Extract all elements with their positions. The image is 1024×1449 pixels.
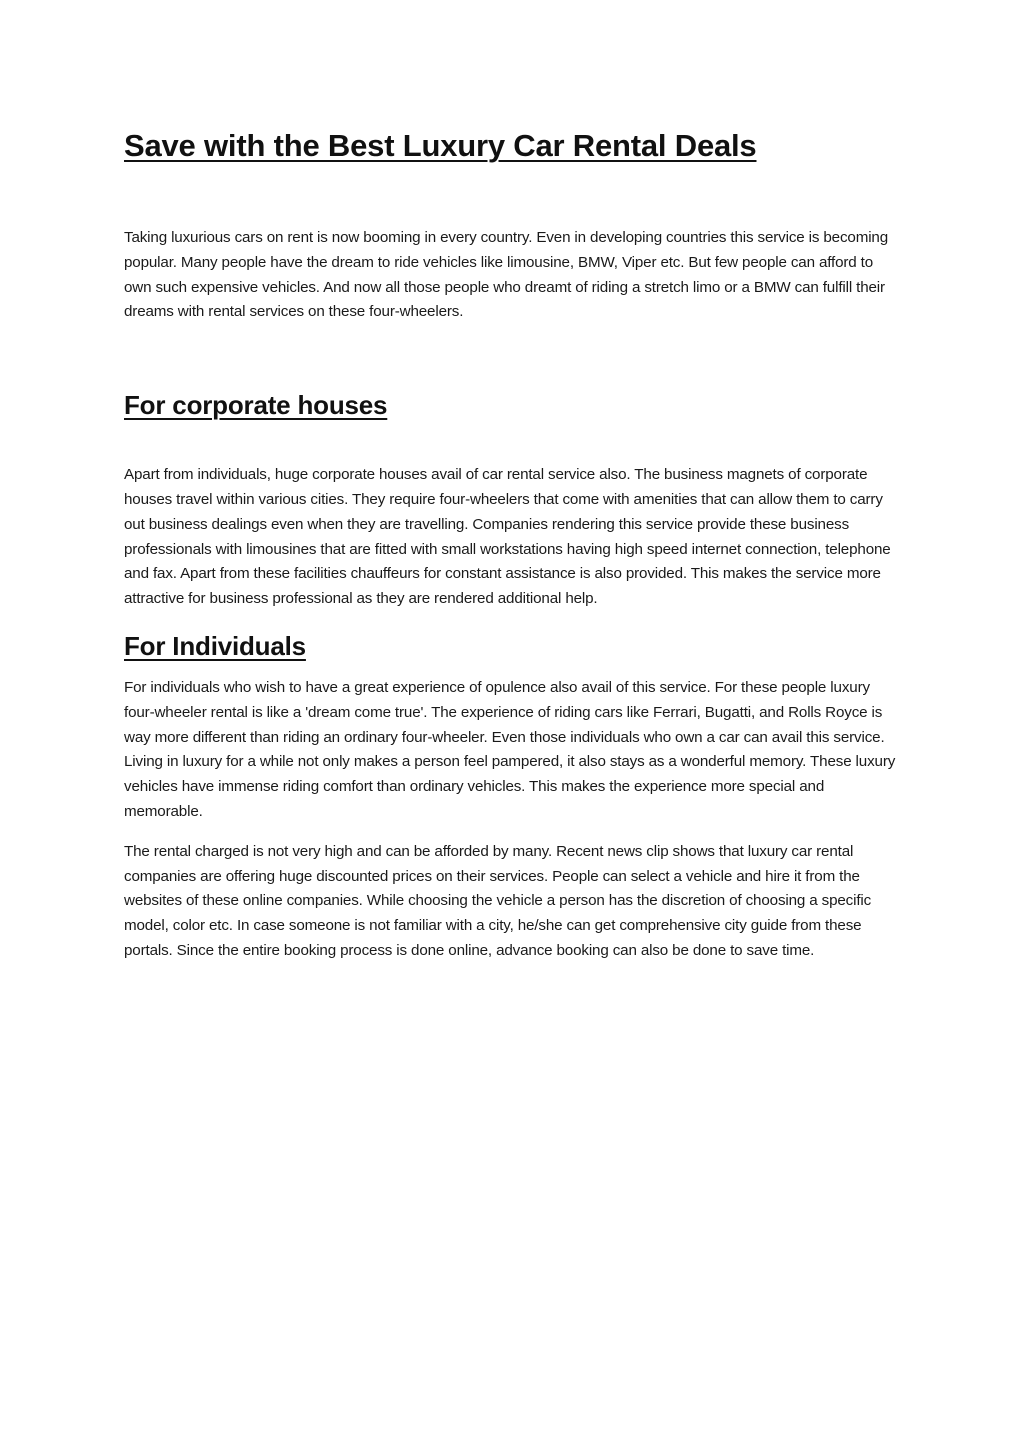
section-heading-individuals: For Individuals bbox=[124, 630, 306, 661]
section-corporate-houses bbox=[124, 387, 904, 612]
individuals-paragraph-1: For individuals who wish to have a great experience of opulence also avail of this service. For these people luxury four-wheeler rental is like a 'dream come true'. The experience of riding cars like Ferrari, Bugatti, and Rolls Royce is way more different than riding an ordinary four-wheeler. Even those individuals who own a car can avail this service. Living in luxury for a while not only makes a person feel pampered, it also stays as a wonderful memory. These luxury vehicles have immense riding comfort than ordinary vehicles. This makes the experience more special and memorable. bbox=[124, 678, 896, 820]
section-individuals bbox=[124, 628, 904, 964]
corporate-paragraph: Apart from individuals, huge corporate houses avail of car rental service also. The business magnets of corporate houses travel within various cities. They require four-wheelers that come with amenities that can allow them to carry out business dealings even when they are travelling. Companies rendering this service provide these business professionals with limousines that are fitted with small workstations having high speed internet connection, telephone and fax. Apart from these facilities chauffeurs for constant assistance is also provided. This makes the service more attractive for business professional as they are rendered additional help. bbox=[124, 466, 891, 608]
section-heading-corporate-houses: For corporate houses bbox=[124, 390, 388, 421]
intro-paragraph: Taking luxurious cars on rent is now booming in every country. Even in developing countries this service is becoming popular. Many people have the dream to ride vehicles like limousine, BMW, Viper etc. But few people can afford to own such expensive vehicles. And now all those people who dreamt of riding a stretch limo or a BMW can fulfill their dreams with rental services on these four-wheelers. bbox=[124, 229, 889, 321]
document-title: Save with the Best Luxury Car Rental Deals bbox=[124, 128, 757, 163]
individuals-paragraph-2: The rental charged is not very high and can be afforded by many. Recent news clip shows that luxury car rental companies are offering huge discounted prices on their services. People can select a vehicle and hire it from the websites of these online companies. While choosing the vehicle a person has the discretion of choosing a specific model, color etc. In case someone is not familiar with a city, he/she can get comprehensive city guide from these portals. Since the entire booking process is done online, advance booking can also be done to save time. bbox=[124, 842, 872, 959]
document-body bbox=[124, 124, 904, 964]
